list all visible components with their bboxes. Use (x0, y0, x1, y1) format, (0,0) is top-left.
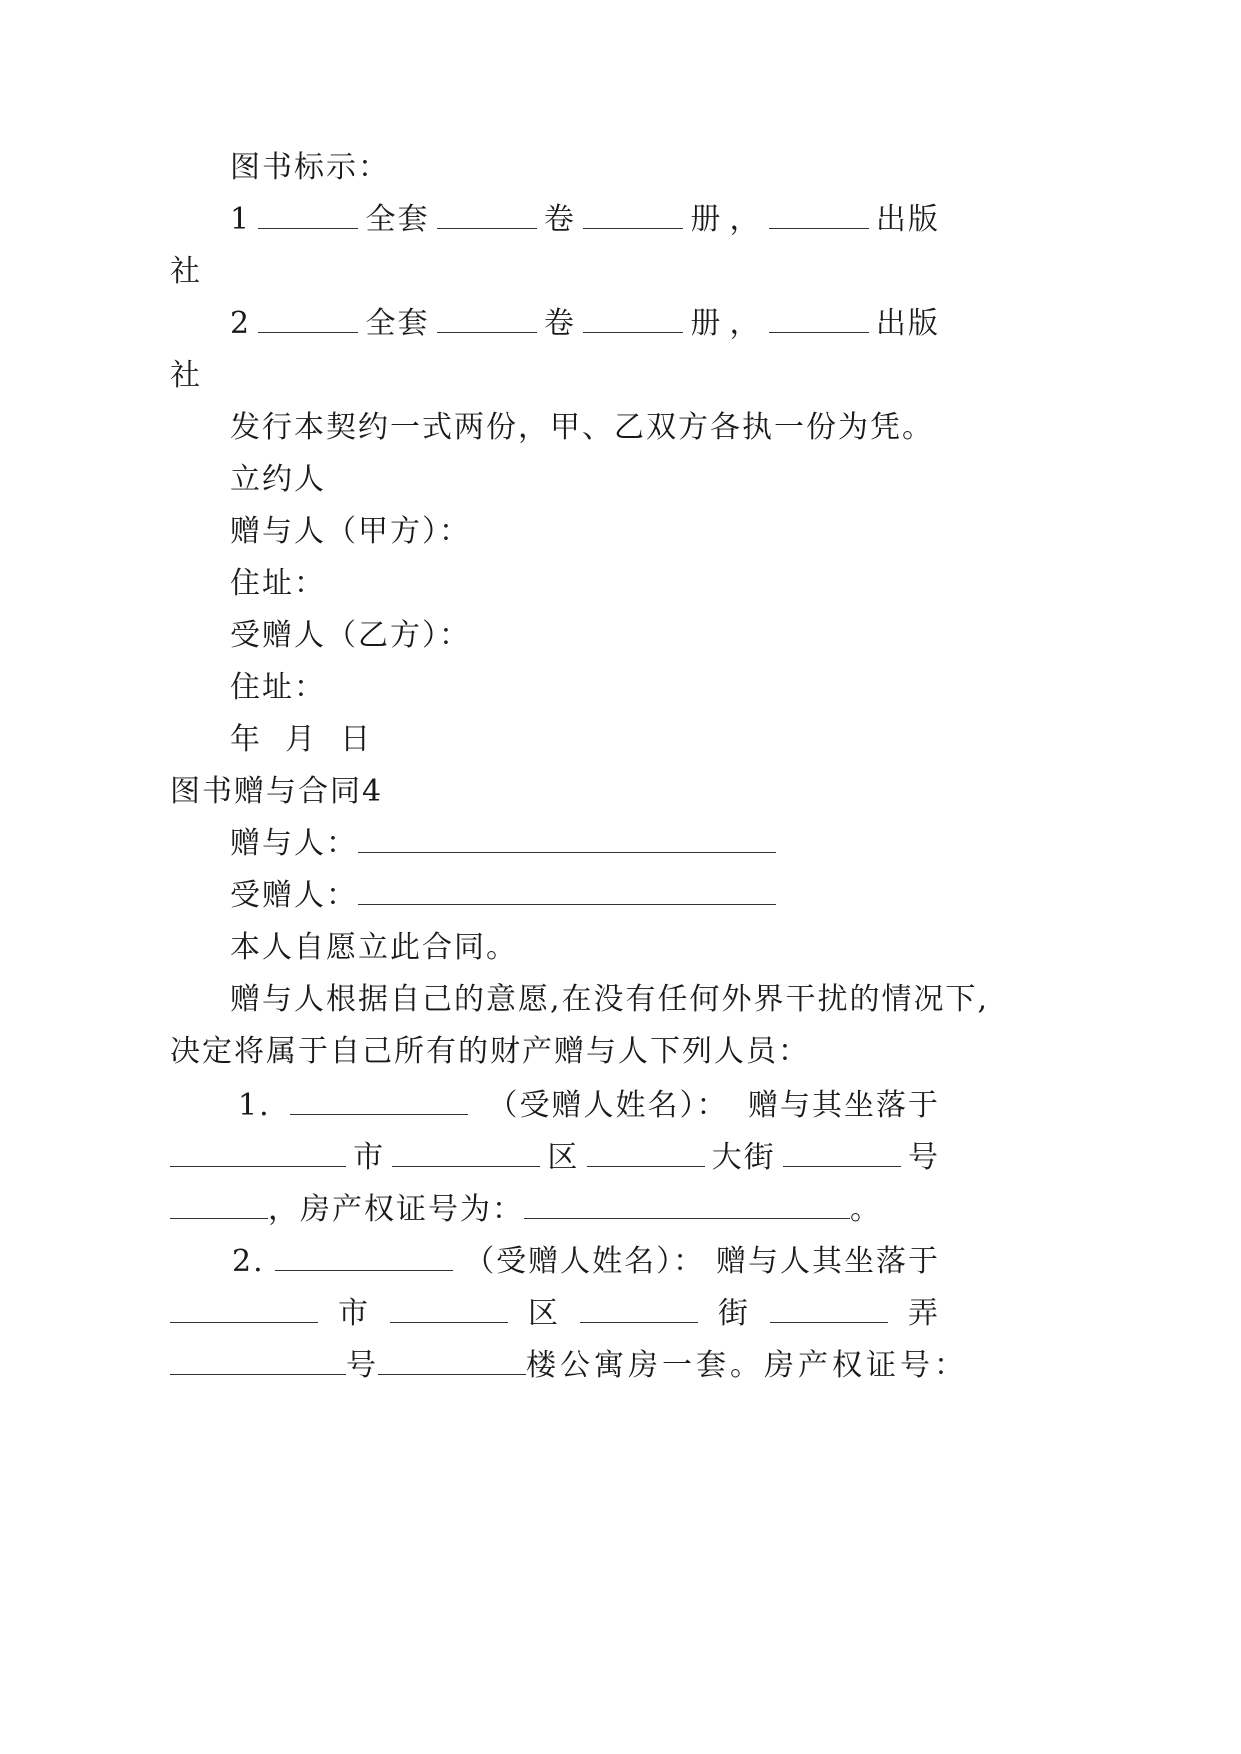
item1-street: 大街 (711, 1140, 776, 1175)
item2-building-blank[interactable] (378, 1348, 526, 1375)
item2-row2 (170, 1294, 940, 1334)
item2-street-blank[interactable] (580, 1296, 698, 1323)
row2-pub: 出版 (875, 306, 940, 341)
contract4-recipient-row (230, 876, 776, 916)
item1-gift-text: 赠与其坐落于 (747, 1088, 940, 1123)
item1-row1 (238, 1086, 940, 1126)
row2-set: 全套 (365, 306, 430, 341)
item1-district-blank[interactable] (392, 1140, 540, 1167)
row1-num: 1 (230, 202, 252, 237)
contract4-recipient-blank[interactable] (358, 878, 776, 905)
contract4-donor-blank[interactable] (358, 826, 776, 853)
item1-number: 号 (907, 1140, 940, 1175)
contract4-title: 图书赠与合同4 (170, 774, 384, 809)
row1-vol: 卷 (543, 202, 576, 237)
item2-num: 2. (232, 1244, 265, 1279)
address-b-label: 住址： (230, 670, 326, 705)
item2-name-hint: （受赠人姓名）： (464, 1244, 706, 1279)
item1-period: 。 (850, 1192, 882, 1227)
item1-district: 区 (547, 1140, 580, 1175)
row1-blank-a[interactable] (258, 202, 358, 229)
row1-comma: ， (729, 202, 762, 237)
book-label: 图书标示： (230, 150, 390, 185)
item2-district-blank[interactable] (390, 1296, 508, 1323)
item1-city-blank[interactable] (170, 1140, 346, 1167)
item2-lane-blank[interactable] (770, 1296, 888, 1323)
item2-street: 街 (718, 1296, 750, 1331)
item2-row1 (232, 1242, 940, 1282)
item1-city: 市 (353, 1140, 386, 1175)
item1-num: 1. (238, 1088, 271, 1123)
row2-book: 册 (690, 306, 723, 341)
item1-row3 (170, 1190, 882, 1230)
date-label: 年 月 日 (230, 722, 373, 757)
item2-name-blank[interactable] (275, 1244, 453, 1271)
item2-apt-text: 楼公寓房一套。房产权证号： (526, 1348, 968, 1383)
row2-num: 2 (230, 306, 252, 341)
contract4-donor-row (230, 824, 776, 864)
item2-number-blank[interactable] (170, 1348, 346, 1375)
item1-cert-blank[interactable] (524, 1192, 850, 1219)
item2-row3 (170, 1346, 968, 1386)
copies-text: 发行本契约一式两份，甲、乙双方各执一份为凭。 (230, 410, 934, 445)
item2-gift-text: 赠与人其坐落于 (715, 1244, 940, 1279)
row2-vol: 卷 (543, 306, 576, 341)
item1-extra-blank[interactable] (170, 1192, 268, 1219)
row1-pub: 出版 (875, 202, 940, 237)
contract4-voluntary: 本人自愿立此合同。 (230, 930, 518, 965)
item1-name-blank[interactable] (290, 1088, 468, 1115)
book-row-2 (230, 304, 940, 344)
item1-name-hint: （受赠人姓名）： (487, 1088, 729, 1123)
row1-blank-d[interactable] (769, 202, 869, 229)
item2-city-blank[interactable] (170, 1296, 318, 1323)
row2-pub-cont: 社 (170, 358, 202, 393)
address-a-label: 住址： (230, 566, 326, 601)
contract4-donor-label: 赠与人： (230, 826, 358, 861)
contract4-para-line1: 赠与人根据自己的意愿,在没有任何外界干扰的情况下, (230, 982, 990, 1017)
row2-comma: ， (729, 306, 762, 341)
row2-blank-d[interactable] (769, 306, 869, 333)
row2-blank-c[interactable] (583, 306, 683, 333)
row1-blank-b[interactable] (437, 202, 537, 229)
donor-a-label: 赠与人（甲方）： (230, 514, 471, 549)
item2-lane: 弄 (908, 1296, 940, 1331)
row2-blank-b[interactable] (437, 306, 537, 333)
row1-blank-c[interactable] (583, 202, 683, 229)
row1-set: 全套 (365, 202, 430, 237)
signatory-label: 立约人 (230, 462, 326, 497)
item2-district: 区 (528, 1296, 560, 1331)
book-row-1 (230, 200, 940, 240)
item1-street-blank[interactable] (587, 1140, 705, 1167)
item2-number: 号 (346, 1348, 378, 1383)
item2-city: 市 (338, 1296, 370, 1331)
row1-pub-cont: 社 (170, 254, 202, 289)
row2-blank-a[interactable] (258, 306, 358, 333)
contract4-para-line2: 决定将属于自己所有的财产赠与人下列人员： (170, 1034, 810, 1069)
recipient-b-label: 受赠人（乙方）： (230, 618, 471, 653)
row1-book: 册 (690, 202, 723, 237)
item1-cert-text: ，房产权证号为： (268, 1192, 524, 1227)
item1-row2 (170, 1138, 940, 1178)
item1-number-blank[interactable] (783, 1140, 901, 1167)
contract4-recipient-label: 受赠人： (230, 878, 358, 913)
